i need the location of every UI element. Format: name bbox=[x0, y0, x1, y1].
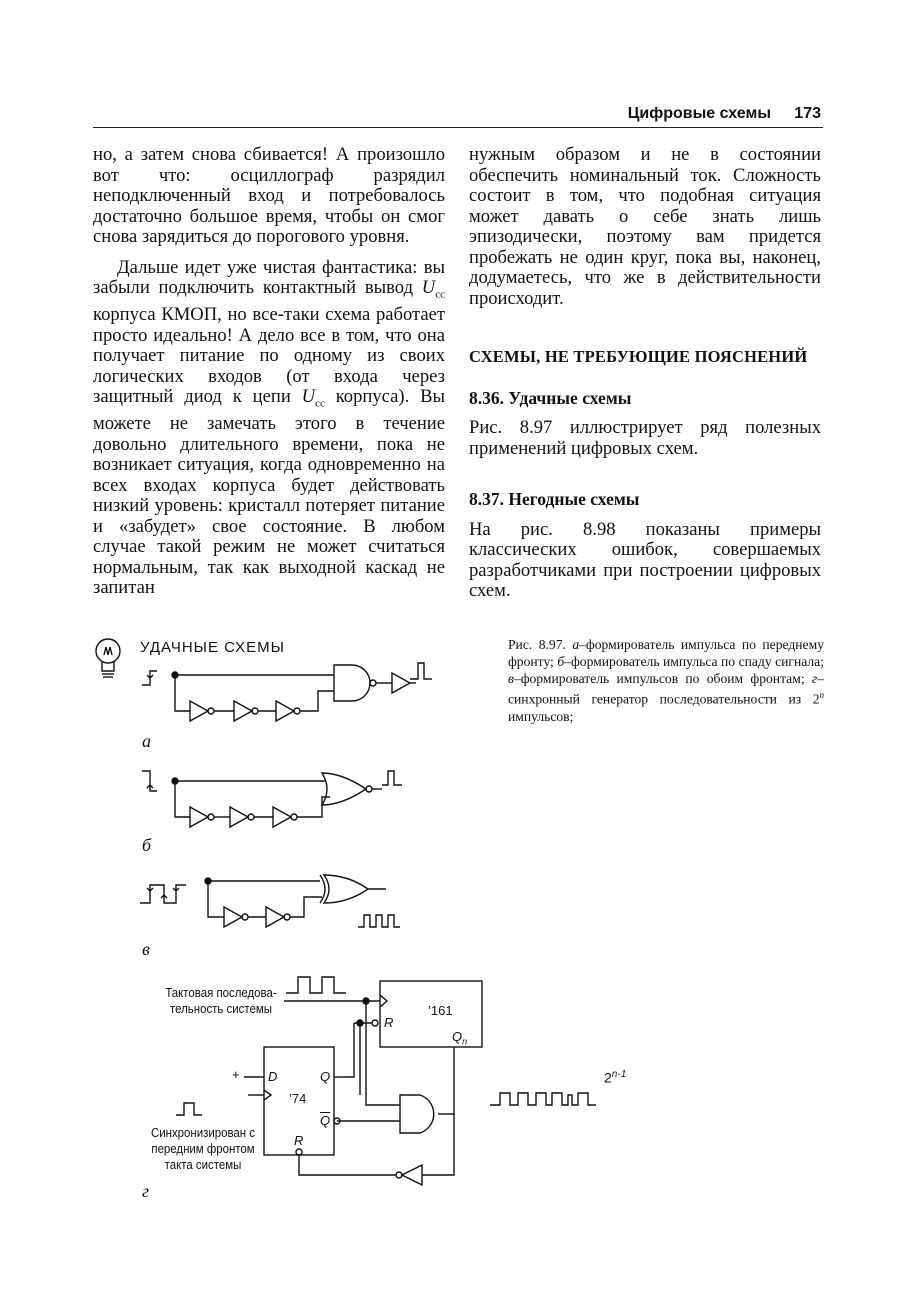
paragraph: нужным образом и не в состоянии обеспечить номинальный ток. Сложность состоит в том, что подобная ситуация может давать о себе знать лишь эпизодически, поэтому вам придется пробежать не один круг, пока вы, наконец, додумаетесь, что же в действительности происходит. bbox=[469, 144, 821, 309]
pin-q: Q bbox=[320, 1069, 331, 1084]
circuit-v bbox=[140, 875, 400, 927]
ucc-symbol: $U_{cc}$ bbox=[301, 386, 325, 410]
label-v: в bbox=[142, 939, 150, 959]
section-heading: СХЕМЫ, НЕ ТРЕБУЮЩИЕ ПОЯСНЕНИЙ bbox=[469, 347, 808, 366]
figure-title: УДАЧНЫЕ СХЕМЫ bbox=[140, 639, 285, 656]
paragraph: но, а затем снова сбивается! А произошло вот что: осциллограф разрядил неподключенный вход и потребовалось достаточно большое время, чтобы он смог снова зарядиться до порогового уровня. bbox=[93, 144, 445, 247]
figure-caption: Рис. 8.97. а–формирователь импульса по переднему фронту; б–формирователь импульса по спаду сигнала; в–формирователь импульсов по обоим фронтам; г–синхронный генератор последовательности из 2$^n$ импульсов; bbox=[508, 637, 824, 724]
page-number: 173 bbox=[794, 105, 821, 122]
ucc-symbol: $U_{cc}$ bbox=[421, 277, 445, 301]
pin-d: D bbox=[268, 1069, 278, 1084]
pin-qn: $Q_n$ bbox=[452, 1029, 468, 1047]
output-count-label: 2$^{n-1}$ bbox=[604, 1069, 627, 1086]
plus-supply: + bbox=[232, 1067, 240, 1082]
subsection-heading: 8.37. Негодные схемы bbox=[469, 489, 640, 509]
pin-r-74: R bbox=[294, 1133, 304, 1148]
running-title: Цифровые схемы bbox=[627, 105, 771, 122]
running-header bbox=[93, 103, 823, 128]
paragraph-cmos-power: Дальше идет уже чистая фантастика: вы забыли подключить контактный вывод $U_{cc}$ корпуса КМОП, но все-таки схема работает просто идеально! А дело все в том, что она получает питание по одному из своих логических входов (от входа через защитный диод к цепи $U_{cc}$ корпуса). Вы можете не замечать этого в течение довольно длительного времени, пока не возникает ситуация, когда одновременно на всех входах корпуса будет действовать низкий уровень: кристалл потеряет питание и «забудет» свое состояние. В любом случае такой режим не может считаться нормальным, так как выходной каскад не запитан bbox=[93, 256, 445, 599]
right-column bbox=[469, 145, 821, 602]
sync-label: Синхронизирован с передним фронтом такта системы bbox=[150, 1125, 256, 1172]
paragraph: На рис. 8.98 показаны примеры классических ошибок, совершаемых разработчиками при построении цифровых схем. bbox=[469, 518, 821, 601]
chip-161-label: ’161 bbox=[428, 1003, 453, 1018]
left-column bbox=[93, 145, 445, 599]
label-g: г bbox=[142, 1181, 150, 1201]
subsection-heading: 8.36. Удачные схемы bbox=[469, 387, 632, 408]
circuit-a bbox=[142, 663, 432, 721]
circuit-b bbox=[142, 771, 402, 827]
pin-r-161: R bbox=[384, 1015, 394, 1030]
schematic-drawing bbox=[90, 625, 650, 1205]
paragraph: Рис. 8.97 иллюстрирует ряд полезных применений цифровых схем. bbox=[469, 417, 821, 459]
lightbulb-icon bbox=[96, 639, 120, 677]
label-b: б bbox=[142, 835, 152, 855]
pin-qbar: $\overline{Q}$ bbox=[320, 1113, 331, 1128]
chip-74-label: ’74 bbox=[289, 1091, 307, 1106]
figure-8-97 bbox=[90, 625, 650, 1205]
label-a: а bbox=[142, 731, 151, 751]
clock-label: Тактовая последова- тельность системы bbox=[165, 985, 277, 1016]
